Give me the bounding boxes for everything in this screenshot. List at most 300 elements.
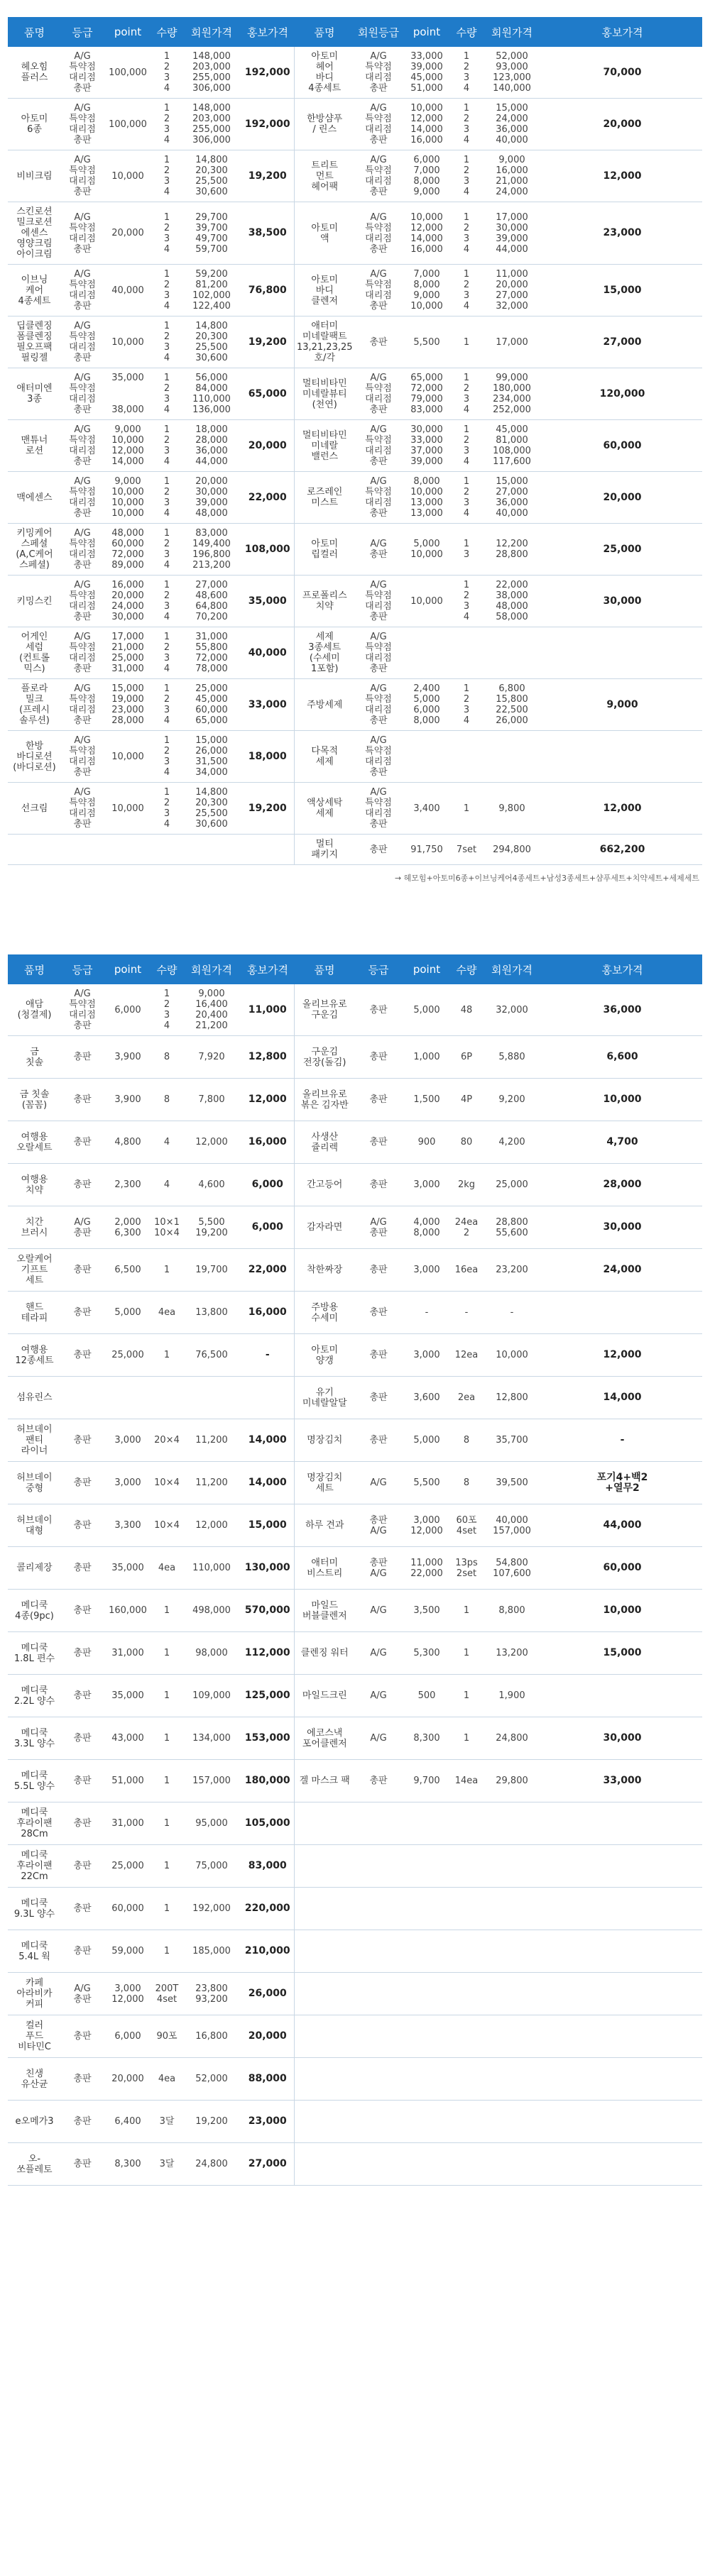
cell-point: 10,000 <box>104 150 152 202</box>
cell-price <box>481 731 542 783</box>
cell-qty: 1 <box>152 1930 182 1973</box>
cell-point: 31,000 <box>104 1802 152 1845</box>
table-row <box>8 202 702 265</box>
cell-name: 유기 미네랄알달 <box>294 1377 355 1419</box>
cell-price: 134,000 <box>182 1717 241 1760</box>
table-row <box>8 783 702 835</box>
cell-grade: A/G 특약점 대리점 총판 <box>355 265 402 317</box>
cell-point: 100,000 <box>104 47 152 99</box>
cell-price: 15,000 24,000 36,000 40,000 <box>481 99 542 150</box>
empty-cell <box>452 1930 481 1973</box>
cell-qty: 90포 <box>152 2015 182 2058</box>
cell-promo: 210,000 <box>241 1930 294 1973</box>
cell-point <box>402 627 452 679</box>
cell-grade: A/G 특약점 대리점 총판 <box>355 783 402 835</box>
empty-cell <box>294 2101 355 2143</box>
cell-price: 16,800 <box>182 2015 241 2058</box>
cell-grade: 총판 <box>61 1930 104 1973</box>
cell-point: 1,500 <box>402 1079 452 1121</box>
cell-grade: A/G 특약점 대리점 총판 <box>355 202 402 265</box>
empty-cell <box>481 2058 542 2101</box>
cell-name: e오메가3 <box>8 2101 61 2143</box>
cell-name: 사생산 쥴리렉 <box>294 1121 355 1164</box>
cell-point: 9,000 10,000 10,000 10,000 <box>104 472 152 524</box>
cell-price: 17,000 30,000 39,000 44,000 <box>481 202 542 265</box>
cell-promo: 83,000 <box>241 1845 294 1888</box>
cell-point: 8,300 <box>402 1717 452 1760</box>
cell-name: 콜리제장 <box>8 1547 61 1590</box>
cell-point: 30,000 33,000 37,000 39,000 <box>402 420 452 472</box>
cell-price: 76,500 <box>182 1334 241 1377</box>
table-row <box>8 679 702 731</box>
cell-promo: - <box>241 1334 294 1377</box>
cell-grade: A/G 특약점 대리점 총판 <box>355 368 402 420</box>
cell-qty: 1 2 3 4 <box>152 731 182 783</box>
cell-point: 2,000 6,300 <box>104 1206 152 1249</box>
cell-grade: A/G <box>355 1717 402 1760</box>
cell-point: 91,750 <box>402 835 452 865</box>
cell-qty: 20×4 <box>152 1419 182 1462</box>
cell-point: 100,000 <box>104 99 152 150</box>
cell-qty: 1 <box>152 1845 182 1888</box>
cell-grade: A/G 총판 <box>61 1206 104 1249</box>
header-cell: point <box>402 17 452 47</box>
cell-name: 하루 견과 <box>294 1504 355 1547</box>
cell-promo: 14,000 <box>241 1462 294 1504</box>
cell-name: 주방용 수세미 <box>294 1292 355 1334</box>
cell-price: 24,800 <box>182 2143 241 2186</box>
cell-promo: 125,000 <box>241 1675 294 1717</box>
cell-name: 맥에센스 <box>8 472 61 524</box>
cell-name: 여행용 치약 <box>8 1164 61 1206</box>
empty-cell <box>402 1888 452 1930</box>
price-table-2 <box>8 954 702 2186</box>
cell-promo: 105,000 <box>241 1802 294 1845</box>
cell-grade: 총판 <box>355 1249 402 1292</box>
cell-grade: 총판 <box>61 1334 104 1377</box>
empty-cell <box>294 1930 355 1973</box>
cell-price: 12,000 <box>182 1504 241 1547</box>
cell-qty: 1 <box>152 1249 182 1292</box>
header-cell: 홍보가격 <box>241 17 294 47</box>
empty-cell <box>402 2101 452 2143</box>
cell-promo: 60,000 <box>542 420 702 472</box>
cell-qty: 1 2 3 4 <box>152 368 182 420</box>
cell-promo: 20,000 <box>542 472 702 524</box>
cell-grade: 총판 <box>61 1121 104 1164</box>
cell-grade: 총판 <box>61 2143 104 2186</box>
cell-grade: A/G 특약점 대리점 총판 <box>355 576 402 627</box>
table-row <box>8 368 702 420</box>
cell-price: 59,200 81,200 102,000 122,400 <box>182 265 241 317</box>
cell-price: 157,000 <box>182 1760 241 1802</box>
cell-name: 친생 유산균 <box>8 2058 61 2101</box>
cell-qty: 1 2 3 4 <box>452 420 481 472</box>
cell-name: 애터미 미네랄팩트 13,21,23,25 호/각 <box>294 317 355 368</box>
cell-point: 10,000 <box>104 783 152 835</box>
cell-grade: A/G 특약점 대리점 총판 <box>355 627 402 679</box>
cell-point: 16,000 20,000 24,000 30,000 <box>104 576 152 627</box>
cell-promo: 포기4+백2 +열무2 <box>542 1462 702 1504</box>
cell-point: 5,500 <box>402 317 452 368</box>
cell-point: 3,000 <box>402 1164 452 1206</box>
cell-price: 9,000 16,000 21,000 24,000 <box>481 150 542 202</box>
header-cell: 회원가격 <box>481 954 542 984</box>
table-2-header <box>8 954 702 984</box>
cell-name: 금 칫솔 <box>8 1036 61 1079</box>
cell-qty: 1 <box>152 1888 182 1930</box>
cell-grade: 총판 <box>61 1249 104 1292</box>
cell-promo: 15,000 <box>542 265 702 317</box>
empty-cell <box>452 1845 481 1888</box>
table-row <box>8 1079 702 1121</box>
cell-name: 다목적 세제 <box>294 731 355 783</box>
header-cell: 홍보가격 <box>241 954 294 984</box>
cell-qty: 1 <box>152 1590 182 1632</box>
cell-grade: 총판 <box>61 1888 104 1930</box>
cell-point: - <box>402 1292 452 1334</box>
cell-point: 15,000 19,000 23,000 28,000 <box>104 679 152 731</box>
cell-name: 프로폴리스 치약 <box>294 576 355 627</box>
empty-cell <box>452 1888 481 1930</box>
cell-point: 3,000 <box>104 1419 152 1462</box>
cell-qty: 4 <box>152 1164 182 1206</box>
cell-grade: 총판 <box>61 1802 104 1845</box>
cell-qty: 4ea <box>152 2058 182 2101</box>
cell-price: 75,000 <box>182 1845 241 1888</box>
empty-cell <box>241 835 294 865</box>
cell-name: 허브데이 팬티 라이너 <box>8 1419 61 1462</box>
price-table-2-wrap <box>8 954 702 2186</box>
empty-cell <box>481 2101 542 2143</box>
cell-name: 컬러 푸드 비타민C <box>8 2015 61 2058</box>
cell-grade: A/G 특약점 대리점 총판 <box>61 368 104 420</box>
empty-cell <box>355 1802 402 1845</box>
table-row <box>8 472 702 524</box>
cell-point: 3,900 <box>104 1079 152 1121</box>
cell-qty: 12ea <box>452 1334 481 1377</box>
cell-qty: 1 2 3 4 <box>152 317 182 368</box>
table-row <box>8 420 702 472</box>
cell-price: 11,200 <box>182 1462 241 1504</box>
cell-price: 7,800 <box>182 1079 241 1121</box>
cell-price: 9,200 <box>481 1079 542 1121</box>
cell-promo: 12,000 <box>241 1079 294 1121</box>
table-row <box>8 1121 702 1164</box>
cell-promo <box>241 1377 294 1419</box>
cell-name: 메디쿡 9.3L 양수 <box>8 1888 61 1930</box>
cell-point: 3,400 <box>402 783 452 835</box>
cell-price: 11,000 20,000 27,000 32,000 <box>481 265 542 317</box>
cell-grade: 총판 <box>355 1079 402 1121</box>
cell-grade: 총판 <box>61 2058 104 2101</box>
cell-price: 19,700 <box>182 1249 241 1292</box>
cell-grade: A/G 특약점 대리점 총판 <box>61 524 104 576</box>
cell-promo: 76,800 <box>241 265 294 317</box>
cell-price: 192,000 <box>182 1888 241 1930</box>
cell-point: 6,500 <box>104 1249 152 1292</box>
cell-grade: 총판 <box>61 2101 104 2143</box>
empty-cell <box>452 2058 481 2101</box>
cell-name: 마일드 버블클렌저 <box>294 1590 355 1632</box>
cell-point: 5,300 <box>402 1632 452 1675</box>
empty-cell <box>542 1845 702 1888</box>
cell-point: 5,000 <box>402 1419 452 1462</box>
cell-price: 8,800 <box>481 1590 542 1632</box>
cell-qty: 1 2 3 4 <box>152 524 182 576</box>
cell-name: 구운김 전장(돌김) <box>294 1036 355 1079</box>
cell-promo: 14,000 <box>241 1419 294 1462</box>
cell-name: 간고등어 <box>294 1164 355 1206</box>
cell-point: 1,000 <box>402 1036 452 1079</box>
empty-cell <box>355 1845 402 1888</box>
empty-cell <box>294 2143 355 2186</box>
cell-grade <box>61 1377 104 1419</box>
cell-promo: 30,000 <box>542 1717 702 1760</box>
table-row <box>8 2101 702 2143</box>
empty-cell <box>355 2058 402 2101</box>
cell-price: 29,700 39,700 49,700 59,700 <box>182 202 241 265</box>
cell-point: 3,000 <box>402 1334 452 1377</box>
cell-grade: 총판 <box>61 2015 104 2058</box>
cell-grade: A/G <box>355 1632 402 1675</box>
cell-promo: 12,000 <box>542 150 702 202</box>
cell-price: 52,000 <box>182 2058 241 2101</box>
cell-qty: 1 2 3 4 <box>152 150 182 202</box>
cell-promo: 220,000 <box>241 1888 294 1930</box>
empty-cell <box>355 2101 402 2143</box>
cell-promo: 10,000 <box>542 1079 702 1121</box>
cell-qty: 1 2 3 4 <box>452 150 481 202</box>
cell-price: 6,800 15,800 22,500 26,000 <box>481 679 542 731</box>
cell-grade: 총판 <box>355 984 402 1036</box>
cell-promo: 662,200 <box>542 835 702 865</box>
cell-promo: 24,000 <box>542 1249 702 1292</box>
cell-price: 185,000 <box>182 1930 241 1973</box>
cell-name: 애담 (청결제) <box>8 984 61 1036</box>
cell-name: 아토미 립컬러 <box>294 524 355 576</box>
cell-promo: 15,000 <box>241 1504 294 1547</box>
cell-promo: 30,000 <box>542 576 702 627</box>
cell-grade: 총판 <box>61 1632 104 1675</box>
table-row <box>8 835 702 865</box>
header-cell: 회원가격 <box>481 17 542 47</box>
cell-qty: 1 2 3 4 <box>452 679 481 731</box>
cell-qty: 14ea <box>452 1760 481 1802</box>
cell-name: 애터미엔 3종 <box>8 368 61 420</box>
empty-cell <box>542 1973 702 2015</box>
cell-promo: 18,000 <box>241 731 294 783</box>
header-cell: 품명 <box>294 954 355 984</box>
cell-grade: A/G 특약점 대리점 총판 <box>61 420 104 472</box>
cell-point: 8,000 10,000 13,000 13,000 <box>402 472 452 524</box>
cell-point: 33,000 39,000 45,000 51,000 <box>402 47 452 99</box>
empty-cell <box>294 1888 355 1930</box>
cell-qty: 8 <box>452 1419 481 1462</box>
table-row <box>8 99 702 150</box>
cell-point: 5,000 <box>402 984 452 1036</box>
cell-promo: 6,000 <box>241 1206 294 1249</box>
cell-price: 56,000 84,000 110,000 136,000 <box>182 368 241 420</box>
cell-grade: 총판 <box>355 1292 402 1334</box>
cell-point: 5,500 <box>402 1462 452 1504</box>
cell-grade: 총판 <box>61 1547 104 1590</box>
empty-cell <box>402 1802 452 1845</box>
cell-price: 14,800 20,300 25,500 30,600 <box>182 317 241 368</box>
cell-promo: 26,000 <box>241 1973 294 2015</box>
cell-price: 54,800 107,600 <box>481 1547 542 1590</box>
empty-cell <box>294 1802 355 1845</box>
cell-point: 500 <box>402 1675 452 1717</box>
cell-grade: A/G 특약점 대리점 총판 <box>61 47 104 99</box>
cell-grade: A/G 특약점 대리점 총판 <box>61 150 104 202</box>
cell-price: 4,600 <box>182 1164 241 1206</box>
cell-qty: 1 2 3 4 <box>152 99 182 150</box>
cell-promo: 27,000 <box>241 2143 294 2186</box>
cell-qty: 4ea <box>152 1547 182 1590</box>
cell-promo: 14,000 <box>542 1377 702 1419</box>
cell-name: 비비크림 <box>8 150 61 202</box>
empty-cell <box>8 835 61 865</box>
table-row <box>8 1760 702 1802</box>
cell-promo: 16,000 <box>241 1292 294 1334</box>
cell-qty: 1 2 3 4 <box>152 202 182 265</box>
header-cell: 품명 <box>294 17 355 47</box>
cell-point: 4,000 8,000 <box>402 1206 452 1249</box>
cell-promo: 112,000 <box>241 1632 294 1675</box>
cell-grade: A/G 총판 <box>355 1206 402 1249</box>
table-row <box>8 1590 702 1632</box>
cell-point: 40,000 <box>104 265 152 317</box>
cell-point: 5,000 10,000 <box>402 524 452 576</box>
empty-cell <box>481 2015 542 2058</box>
cell-qty: 1 2 3 4 <box>452 202 481 265</box>
cell-qty: 1 <box>452 1675 481 1717</box>
cell-grade: 총판 <box>61 1079 104 1121</box>
table-1-header <box>8 17 702 47</box>
cell-name: 클렌징 워터 <box>294 1632 355 1675</box>
cell-point <box>402 731 452 783</box>
cell-grade: A/G <box>355 1462 402 1504</box>
empty-cell <box>481 1888 542 1930</box>
cell-name: 딥클렌징 폼클렌징 필오프팩 필링젤 <box>8 317 61 368</box>
cell-point: 25,000 <box>104 1845 152 1888</box>
cell-point: 6,400 <box>104 2101 152 2143</box>
cell-point: 25,000 <box>104 1334 152 1377</box>
empty-cell <box>542 1930 702 1973</box>
cell-name: 금 칫솔 (꼼꼼) <box>8 1079 61 1121</box>
cell-name: 메디쿡 후라이팬 22Cm <box>8 1845 61 1888</box>
cell-qty: 13ps 2set <box>452 1547 481 1590</box>
cell-grade: 총판 <box>355 1419 402 1462</box>
cell-name: 치간 브러시 <box>8 1206 61 1249</box>
header-cell: 품명 <box>8 17 61 47</box>
cell-price: 13,800 <box>182 1292 241 1334</box>
cell-point: 3,900 <box>104 1036 152 1079</box>
cell-point <box>104 1377 152 1419</box>
cell-price: 83,000 149,400 196,800 213,200 <box>182 524 241 576</box>
empty-cell <box>542 2143 702 2186</box>
cell-name: 아토미 액 <box>294 202 355 265</box>
cell-name: 멀티비타민 미네랄뷰티 (천연) <box>294 368 355 420</box>
empty-cell <box>294 2058 355 2101</box>
table-row <box>8 1930 702 1973</box>
cell-name: 카페 아라비카 커피 <box>8 1973 61 2015</box>
table-row <box>8 1334 702 1377</box>
cell-promo: 20,000 <box>542 99 702 150</box>
cell-grade: 총판 <box>355 1036 402 1079</box>
cell-qty: 4ea <box>152 1292 182 1334</box>
cell-name: 메디쿡 5.5L 양수 <box>8 1760 61 1802</box>
empty-cell <box>481 1802 542 1845</box>
header-cell: 수량 <box>152 17 182 47</box>
empty-cell <box>402 2058 452 2101</box>
cell-point: 3,000 12,000 <box>402 1504 452 1547</box>
empty-cell <box>402 1845 452 1888</box>
cell-grade: 총판 <box>61 1717 104 1760</box>
cell-point: 51,000 <box>104 1760 152 1802</box>
cell-point: 10,000 <box>104 731 152 783</box>
empty-cell <box>542 1802 702 1845</box>
cell-grade: 총판 <box>355 317 402 368</box>
cell-qty: 8 <box>152 1079 182 1121</box>
empty-cell <box>402 1930 452 1973</box>
cell-grade: A/G <box>355 1590 402 1632</box>
cell-grade: 총판 <box>61 1504 104 1547</box>
cell-grade: A/G 특약점 대리점 총판 <box>61 317 104 368</box>
cell-price: - <box>481 1292 542 1334</box>
cell-price: 24,800 <box>481 1717 542 1760</box>
cell-point: 43,000 <box>104 1717 152 1760</box>
cell-grade: A/G 특약점 대리점 총판 <box>355 731 402 783</box>
cell-qty: 2kg <box>452 1164 481 1206</box>
cell-qty: 1 2 3 4 <box>452 99 481 150</box>
cell-promo: 20,000 <box>241 420 294 472</box>
cell-price: 98,000 <box>182 1632 241 1675</box>
table-row <box>8 731 702 783</box>
cell-point: 48,000 60,000 72,000 89,000 <box>104 524 152 576</box>
cell-price: 148,000 203,000 255,000 306,000 <box>182 47 241 99</box>
cell-price: 40,000 157,000 <box>481 1504 542 1547</box>
cell-point: 5,000 <box>104 1292 152 1334</box>
cell-price: 12,800 <box>481 1377 542 1419</box>
table-row <box>8 1845 702 1888</box>
cell-grade: A/G 특약점 대리점 총판 <box>355 679 402 731</box>
cell-point: 6,000 <box>104 984 152 1036</box>
cell-name: 겔 마스크 팩 <box>294 1760 355 1802</box>
cell-name: 착한짜장 <box>294 1249 355 1292</box>
cell-grade: A/G 특약점 대리점 총판 <box>61 731 104 783</box>
cell-qty: 1 2 3 4 <box>452 368 481 420</box>
cell-qty: 24ea 2 <box>452 1206 481 1249</box>
header-cell: point <box>104 954 152 984</box>
cell-name: 스킨로션 밀크로션 에센스 영양크림 아이크림 <box>8 202 61 265</box>
cell-promo: 153,000 <box>241 1717 294 1760</box>
empty-cell <box>402 2015 452 2058</box>
cell-price: 25,000 <box>481 1164 542 1206</box>
cell-price: 7,920 <box>182 1036 241 1079</box>
cell-price: 25,000 45,000 60,000 65,000 <box>182 679 241 731</box>
cell-name: 액상세탁 세제 <box>294 783 355 835</box>
cell-qty: 1 2 3 4 <box>152 783 182 835</box>
cell-grade: A/G 특약점 대리점 총판 <box>61 99 104 150</box>
cell-qty: 1 2 3 4 <box>152 265 182 317</box>
cell-qty: 4 <box>152 1121 182 1164</box>
empty-cell <box>481 2143 542 2186</box>
table-row <box>8 1717 702 1760</box>
header-cell: 등급 <box>355 954 402 984</box>
cell-name: 아토미 양갱 <box>294 1334 355 1377</box>
